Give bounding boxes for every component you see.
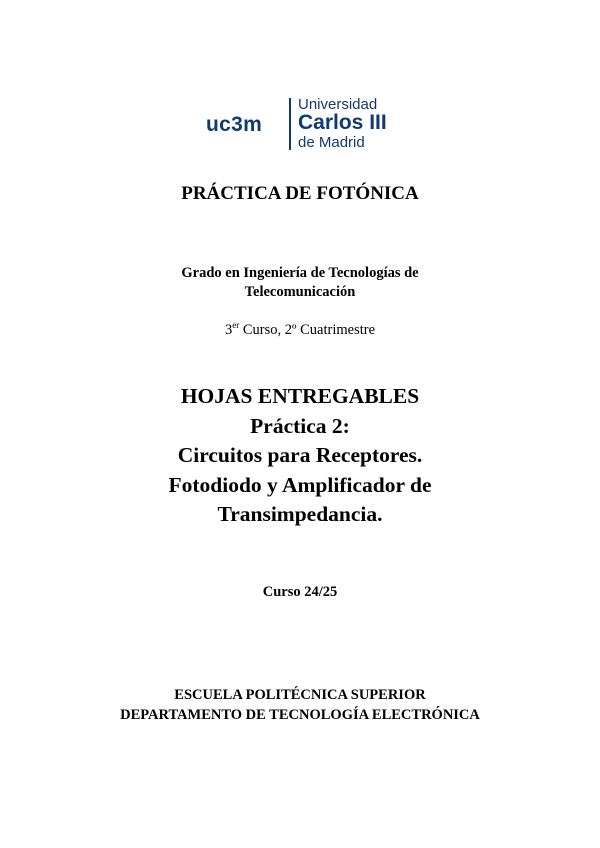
- logo-line-2: Carlos III: [298, 111, 387, 134]
- heading-line-4: Fotodiodo y Amplificador de: [168, 472, 432, 497]
- school-line-2: DEPARTAMENTO DE TECNOLOGÍA ELECTRÓNICA: [120, 706, 480, 723]
- course-rest: Curso, 2º Cuatrimestre: [239, 321, 376, 338]
- university-logo: [206, 96, 396, 156]
- course-superscript: er: [232, 320, 240, 330]
- heading-line-2: Práctica 2:: [250, 413, 350, 438]
- degree-line-2: Telecomunicación: [244, 284, 356, 300]
- logo-divider: [289, 98, 291, 150]
- logo-short-name: uc3m: [206, 113, 263, 136]
- school-line-1: ESCUELA POLITÉCNICA SUPERIOR: [174, 687, 426, 703]
- main-heading: [0, 382, 600, 530]
- course-info: [0, 320, 600, 339]
- degree-line-1: Grado en Ingeniería de Tecnologías de: [181, 265, 419, 281]
- heading-line-1: HOJAS ENTREGABLES: [180, 384, 420, 408]
- degree-name: [0, 264, 600, 302]
- heading-line-5: Transimpedancia.: [217, 502, 383, 526]
- academic-year: Curso 24/25: [262, 584, 338, 600]
- heading-line-3: Circuitos para Receptores.: [177, 443, 423, 467]
- document-title: PRÁCTICA DE FOTÓNICA: [181, 183, 419, 204]
- logo-line-3: de Madrid: [298, 134, 365, 151]
- course-number: 3: [224, 321, 233, 338]
- school-info: [0, 686, 600, 725]
- logo-line-1: Universidad: [298, 96, 378, 113]
